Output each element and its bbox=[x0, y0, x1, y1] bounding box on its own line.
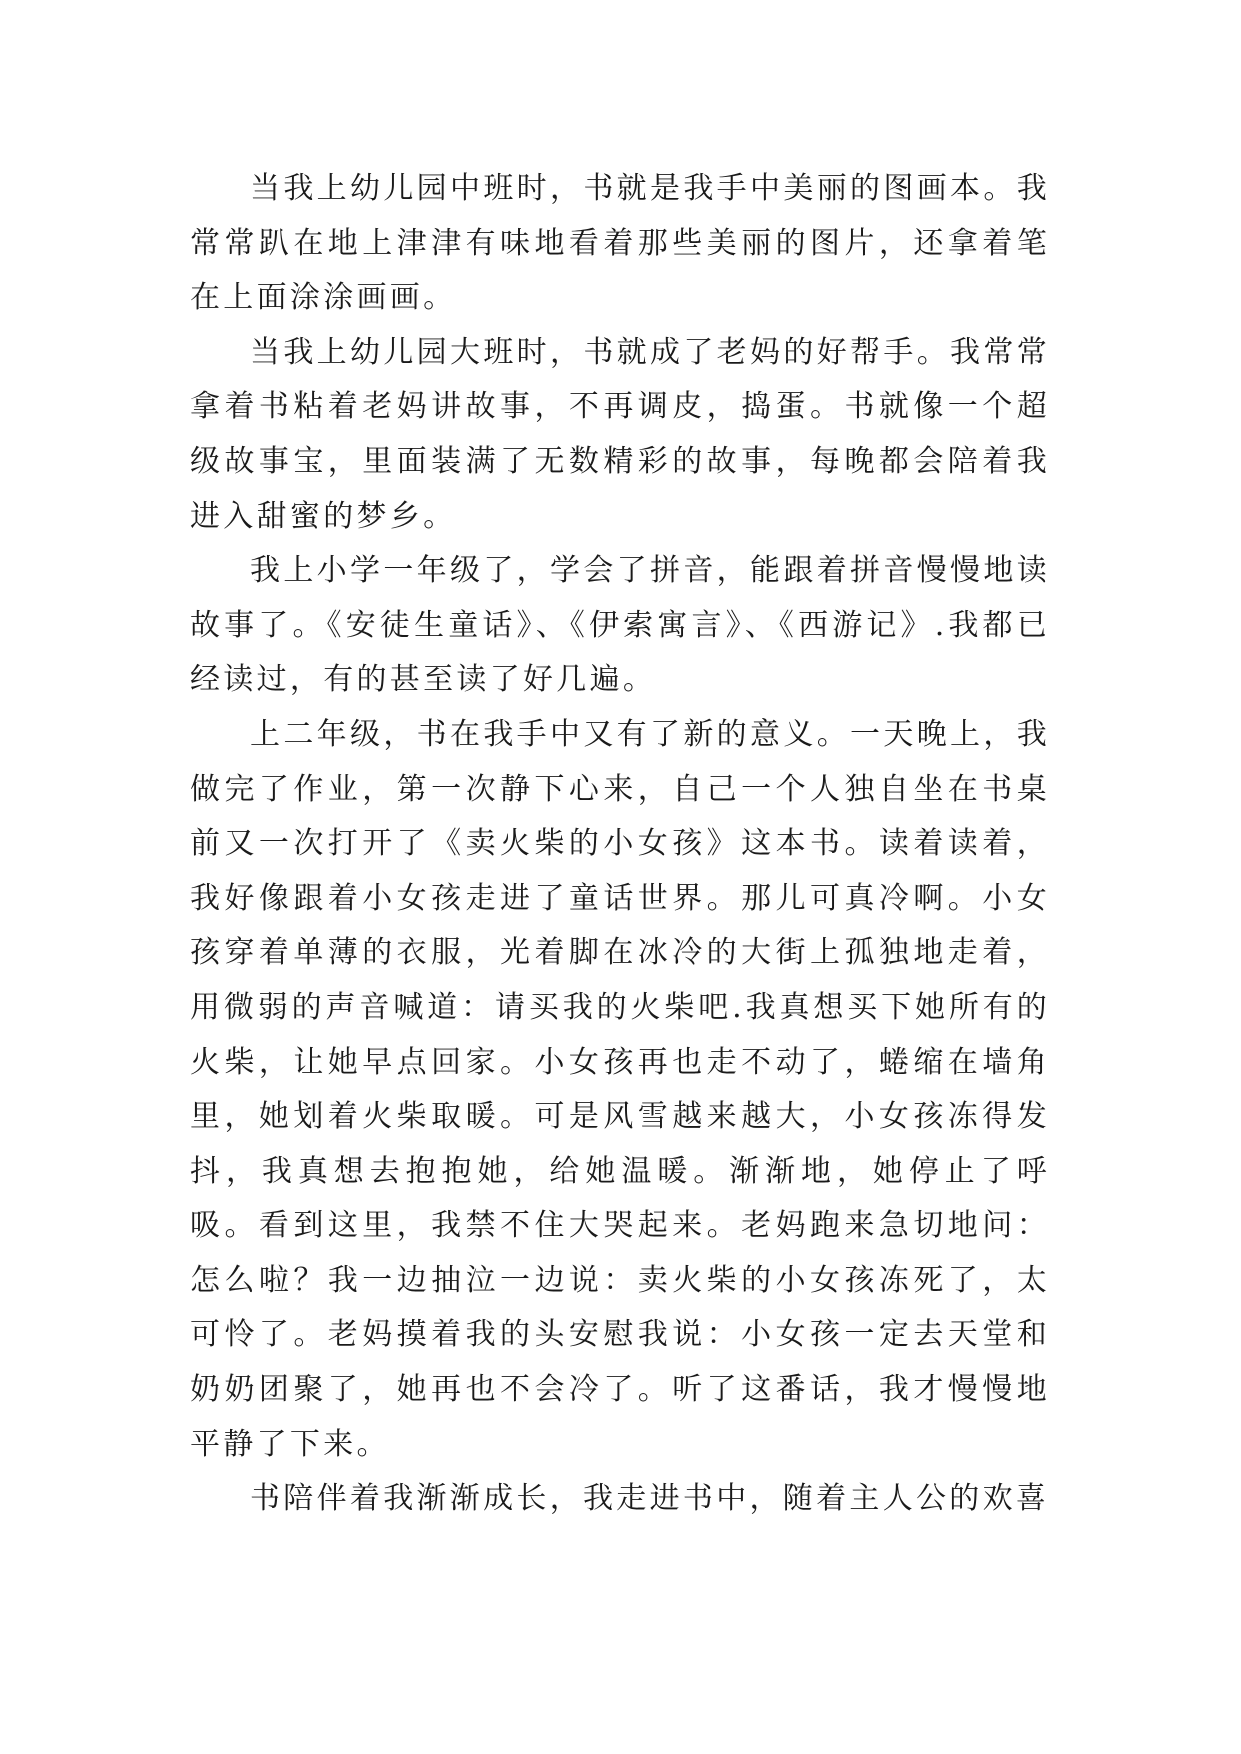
body-text bbox=[190, 162, 1050, 1527]
paragraph: 我上小学一年级了，学会了拼音，能跟着拼音慢慢地读故事了。《安徒生童话》、《伊索寓言》、《西游记》.我都已经读过，有的甚至读了好几遍。 bbox=[190, 553, 1050, 698]
paragraph: 当我上幼儿园中班时，书就是我手中美丽的图画本。我常常趴在地上津津有味地看着那些美丽的图片，还拿着笔在上面涂涂画画。 bbox=[190, 171, 1050, 316]
paragraph: 书陪伴着我渐渐成长，我走进书中，随着主人公的欢喜 bbox=[250, 1481, 1050, 1517]
paragraph: 当我上幼儿园大班时，书就成了老妈的好帮手。我常常拿着书粘着老妈讲故事，不再调皮，捣蛋。书就像一个超级故事宝，里面装满了无数精彩的故事，每晚都会陪着我进入甜蜜的梦乡。 bbox=[190, 334, 1050, 534]
paragraph: 上二年级，书在我手中又有了新的意义。一天晚上，我做完了作业，第一次静下心来，自己一个人独自坐在书桌前又一次打开了《卖火柴的小女孩》这本书。读着读着，我好像跟着小女孩走进了童话世界。那儿可真冷啊。小女孩穿着单薄的衣服，光着脚在冰冷的大街上孤独地走着，用微弱的声音喊道：请买我的火柴吧.我真想买下她所有的火柴，让她早点回家。小女孩再也走不动了，蜷缩在墙角里，她划着火柴取暖。可是风雪越来越大，小女孩冻得发抖，我真想去抱抱她，给她温暖。渐渐地，她停止了呼吸。看到这里，我禁不住大哭起来。老妈跑来急切地问：怎么啦？我一边抽泣一边说：卖火柴的小女孩冻死了，太可怜了。老妈摸着我的头安慰我说：小女孩一定去天堂和奶奶团聚了，她再也不会冷了。听了这番话，我才慢慢地平静了下来。 bbox=[190, 716, 1050, 1462]
